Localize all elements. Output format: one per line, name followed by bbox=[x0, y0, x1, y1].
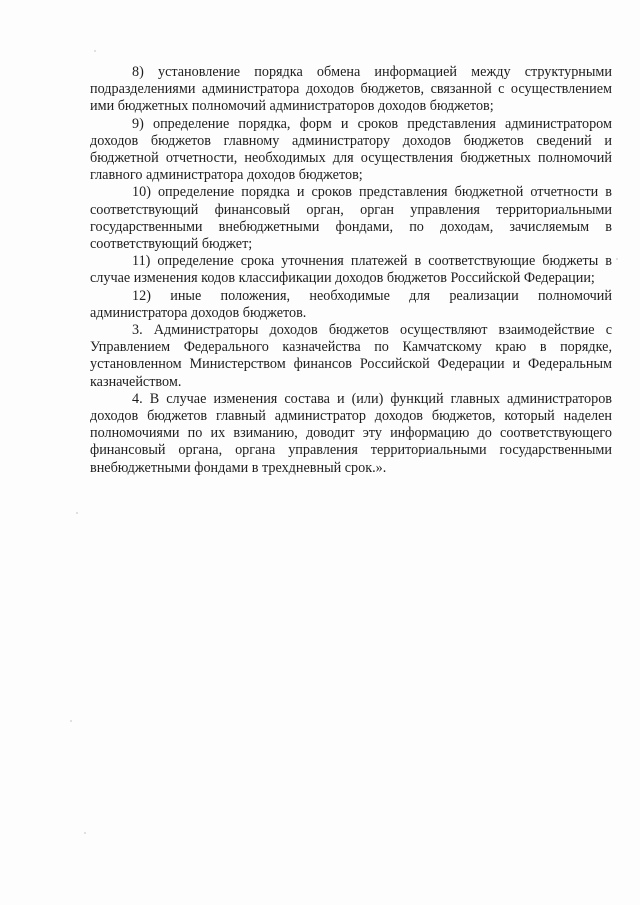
paragraph-item-9: 9) определение порядка, форм и сроков представления администратором доходов бюджетов главному администратору доходов бюджетов сведений и бюджетной отчетности, необходимых для осуществления бюджетных полномочий главного администратора доходов бюджетов; bbox=[90, 115, 612, 184]
paragraph-item-12: 12) иные положения, необходимые для реализации полномочий администратора доходов бюджетов. bbox=[90, 287, 612, 321]
paragraph-section-3: 3. Администраторы доходов бюджетов осуществляют взаимодействие с Управлением Федерального казначейства по Камчатскому краю в порядке, установленном Министерством финансов Российской Федерации и Федеральным казначейством. bbox=[90, 322, 612, 390]
scan-speck bbox=[76, 512, 78, 514]
paragraph-item-10: 10) определение порядка и сроков представления бюджетной отчетности в соответствующий финансовый орган, орган управления территориальными государственными внебюджетными фондами, по доходам, зачисляемым в соответствующий бюджет; bbox=[90, 184, 612, 253]
paragraph-section-4: 4. В случае изменения состава и (или) функций главных администраторов доходов бюджетов главный администратор доходов бюджетов, который наделен полномочиями по их взиманию, доводит эту информацию до соответствующего финансовый органа, органа управления территориальными государственными внебюджетными фондами в трехдневный срок.». bbox=[90, 390, 612, 476]
paragraph-item-11: 11) определение срока уточнения платежей в соответствующие бюджеты в случае изменения кодов классификации доходов бюджетов Российской Федерации; bbox=[90, 253, 612, 287]
scan-speck bbox=[70, 720, 72, 722]
scan-speck bbox=[616, 258, 618, 260]
paragraph-item-8: 8) установление порядка обмена информацией между структурными подразделениями администратора доходов бюджетов, связанной с осуществлением ими бюджетных полномочий администраторов доходов бюджетов; bbox=[90, 64, 612, 115]
scan-speck bbox=[94, 50, 96, 52]
scan-speck bbox=[84, 832, 86, 834]
document-body bbox=[90, 64, 612, 477]
